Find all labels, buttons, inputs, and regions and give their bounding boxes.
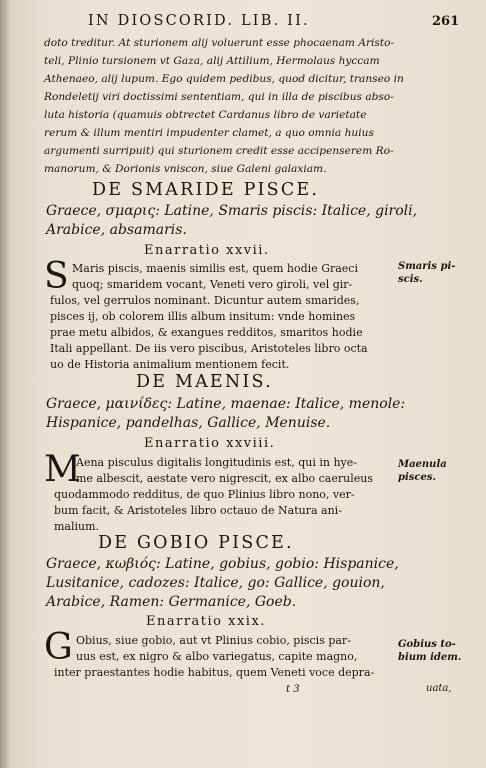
text-line: quoq; smaridem vocant, Veneti vero giroli, vel gir- <box>72 278 353 291</box>
names-line: Graece, μαινίδες: Latine, maenae: Italice, menole: <box>46 396 406 412</box>
side-note-line: pisces. <box>398 472 436 483</box>
text-line: teli, Plinio tursionem vt Gaza, alij Attilium, Hermolaus hyccam <box>44 55 380 67</box>
text-line: prae metu albidos, & exangues redditos, smaritos hodie <box>50 326 363 339</box>
section-title: DE MAENIS. <box>136 372 273 392</box>
enarratio-heading: Enarratio xxvii. <box>144 243 270 258</box>
enarratio-heading: Enarratio xxviii. <box>144 436 276 451</box>
drop-cap: G <box>44 627 73 668</box>
side-note-line: scis. <box>398 274 423 285</box>
names-line: Lusitanice, cadozes: Italice, go: Gallice, gouion, <box>46 575 385 591</box>
text-line: Maris piscis, maenis similis est, quem hodie Graeci <box>72 262 358 275</box>
names-line: Arabice, absamaris. <box>46 222 187 238</box>
side-note-line: Maenula <box>398 459 447 470</box>
enarratio-heading: Enarratio xxix. <box>146 614 266 629</box>
names-line: Arabice, Ramen: Germanice, Goeb. <box>46 594 297 610</box>
text-line: Obius, siue gobio, aut vt Plinius cobio, piscis par- <box>76 634 351 647</box>
side-note <box>398 260 455 286</box>
text-line: fulos, vel gerrulos nominant. Dicuntur autem smarides, <box>50 294 360 307</box>
text-line: manorum, & Dorionis vniscon, siue Galeni galaxiam. <box>44 163 327 175</box>
text-line: Itali appellant. De iis vero piscibus, Aristoteles libro octa <box>50 342 368 355</box>
catchword: uata, <box>426 683 452 694</box>
text-line: quodammodo redditus, de quo Plinius libro nono, ver- <box>54 488 355 501</box>
running-title: IN DIOSCORID. LIB. II. <box>88 13 310 29</box>
text-line: Athenaeo, alij lupum. Ego quidem pedibus, quod dicitur, transeo in <box>44 73 404 85</box>
text-line: uus est, ex nigro & albo variegatus, capite magno, <box>76 650 358 663</box>
text-line: luta historia (quamuis obtrectet Cardanus libro de varietate <box>44 109 367 121</box>
names-line: Graece, σμαρις: Latine, Smaris piscis: Italice, giroli, <box>46 203 418 219</box>
text-line: inter praestantes hodie habitus, quem Veneti voce depra- <box>54 666 375 679</box>
text-line: doto treditur. At sturionem alij voluerunt esse phocaenam Aristo- <box>44 37 395 49</box>
names-line: Hispanice, pandelhas, Gallice, Menuise. <box>46 415 331 431</box>
text-line: Rondeletij viri doctissimi sententiam, qui in illa de piscibus abso- <box>44 91 394 103</box>
text-line: pisces ij, ob colorem illis album insitum: vnde homines <box>50 310 356 323</box>
side-note-line: bium idem. <box>398 652 462 663</box>
page-number: 261 <box>432 14 460 29</box>
signature-mark: t 3 <box>286 684 300 695</box>
side-note-line: Gobius to- <box>398 639 456 650</box>
section-title: DE GOBIO PISCE. <box>98 533 294 553</box>
text-line: rerum & illum mentiri impudenter clamet, a quo omnia huius <box>44 127 374 139</box>
text-line: me albescit, aestate vero nigrescit, ex albo caeruleus <box>76 472 373 485</box>
text-line: uo de Historia animalium mentionem fecit. <box>50 358 290 371</box>
text-line: Aena pisculus digitalis longitudinis est, qui in hye- <box>76 456 357 469</box>
drop-cap: M <box>44 449 81 490</box>
drop-cap: S <box>44 256 69 297</box>
side-note <box>398 458 447 484</box>
names-line: Graece, κωβιός: Latine, gobius, gobio: Hispanice, <box>46 556 399 572</box>
section-title: DE SMARIDE PISCE. <box>92 180 320 200</box>
side-note-line: Smaris pi- <box>398 261 456 272</box>
text-line: malium. <box>54 520 100 533</box>
text-line: argumenti surripuit) qui sturionem credit esse accipenserem Ro- <box>44 145 394 157</box>
text-line: bum facit, & Aristoteles libro octauo de Natura ani- <box>54 504 342 517</box>
side-note <box>398 638 461 664</box>
